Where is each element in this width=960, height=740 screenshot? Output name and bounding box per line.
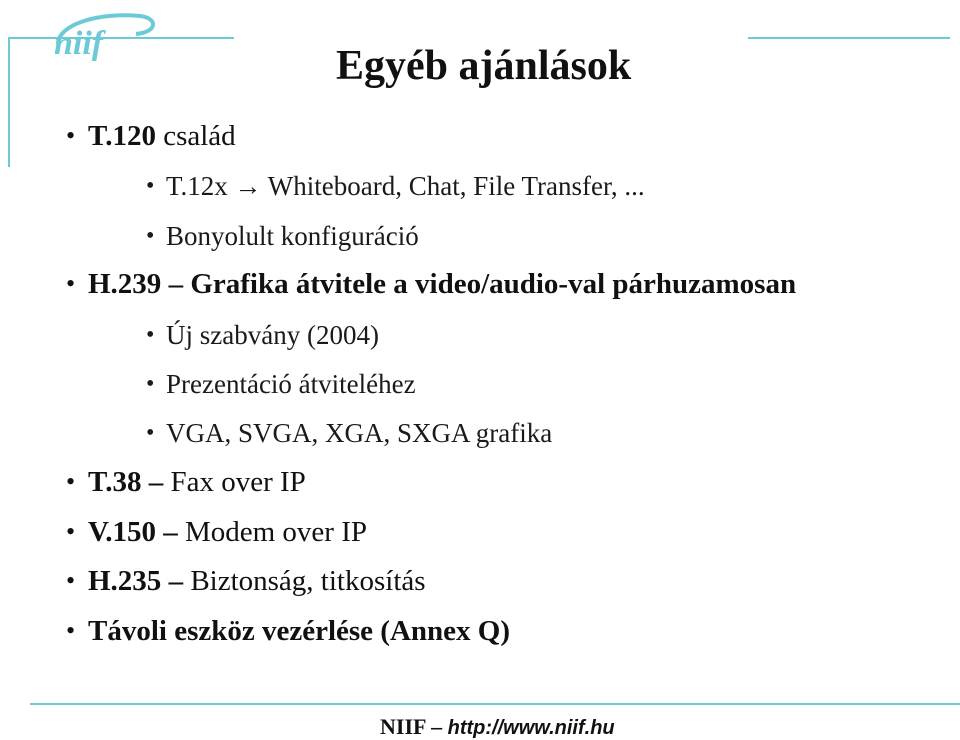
- footer-dash: –: [431, 714, 443, 739]
- list-item: [66, 516, 367, 548]
- item-code: V.150: [88, 516, 156, 548]
- item-text: T.12x → Whiteboard, Chat, File Transfer, ...: [166, 171, 645, 201]
- item-dash: –: [163, 516, 178, 548]
- bullet-icon: •: [66, 467, 76, 496]
- list-item: [146, 221, 419, 251]
- item-text: Prezentáció átviteléhez: [166, 369, 416, 399]
- item-text: Új szabvány (2004): [166, 320, 379, 350]
- footer-org: NIIF: [380, 714, 426, 739]
- item-code: T.38: [88, 466, 142, 498]
- list-item: [66, 120, 236, 152]
- svg-text:niif: niif: [54, 25, 104, 62]
- item-text: család: [163, 120, 236, 152]
- list-item: [66, 268, 797, 300]
- bullet-icon: •: [66, 269, 76, 298]
- footer: [380, 714, 615, 740]
- item-dash: –: [148, 466, 164, 498]
- list-item: [66, 565, 426, 597]
- list-item: [146, 320, 379, 350]
- list-item: [146, 418, 553, 448]
- bullet-icon: •: [66, 566, 76, 595]
- list-item: [146, 369, 416, 399]
- footer-url[interactable]: http://www.niif.hu: [447, 717, 615, 739]
- item-text: Távoli eszköz vezérlése (Annex Q): [88, 615, 511, 647]
- item-text: Fax over IP: [170, 466, 306, 498]
- item-code: T.120: [88, 120, 156, 152]
- bullet-icon: •: [66, 121, 76, 150]
- bottom-rule: [30, 703, 960, 705]
- item-dash: –: [168, 268, 184, 300]
- bullet-icon: •: [66, 517, 76, 546]
- list-item: [146, 171, 645, 201]
- item-code: H.239: [88, 268, 162, 300]
- bullet-icon: •: [66, 616, 76, 645]
- item-text: Modem over IP: [184, 516, 367, 548]
- list-item: [66, 615, 511, 647]
- item-text: Bonyolult konfiguráció: [166, 221, 419, 251]
- niif-logo-icon: [40, 4, 160, 70]
- bullet-icon: •: [146, 322, 155, 348]
- page-title: Egyéb ajánlások: [336, 43, 632, 89]
- left-rule: [8, 37, 10, 167]
- bullet-icon: •: [146, 371, 155, 397]
- bullet-icon: •: [146, 420, 155, 446]
- list-item: [66, 466, 306, 498]
- item-text: VGA, SVGA, XGA, SXGA grafika: [166, 418, 553, 448]
- bullet-icon: •: [146, 223, 155, 249]
- item-text: Grafika átvitele a video/audio-val párhuzamosan: [190, 268, 797, 300]
- bullet-icon: •: [146, 173, 155, 199]
- item-dash: –: [168, 565, 184, 597]
- item-text: Biztonság, titkosítás: [190, 565, 426, 597]
- top-right-rule: [748, 37, 950, 39]
- item-code: H.235: [88, 565, 162, 597]
